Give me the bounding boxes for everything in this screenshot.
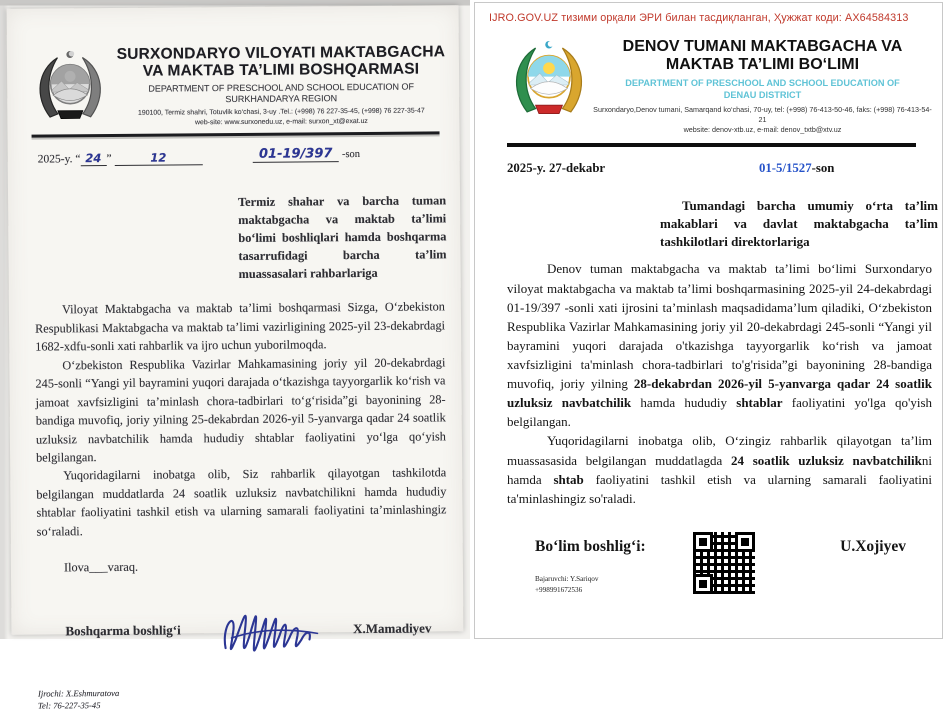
- date-quote-close: ”: [106, 153, 112, 166]
- executor-name: Bajaruvchi: Y.Sariqov: [535, 574, 599, 583]
- attachment-line: Ilova___varaq.: [63, 559, 139, 575]
- addressee-block: Termiz shahar va barcha tuman maktabgacha va maktab ta’limi bo‘limi boshliqlari hamda boshqarma tasarrufidagi barcha ta’lim muassasalari rahbarlariga: [238, 193, 447, 281]
- handwritten-month: 12: [114, 151, 202, 167]
- handwritten-day: 24: [80, 151, 106, 166]
- doc-number-link[interactable]: 01-5/1527: [759, 160, 812, 175]
- date-and-number-row: [37, 146, 430, 176]
- letter-body: [507, 259, 932, 507]
- org-title-line2: MAKTAB TA’LIMI BO‘LIMI: [665, 56, 860, 74]
- org-subtitle-line1: DEPARTMENT OF PRESCHOOL AND SCHOOL EDUCATION OF: [625, 77, 900, 88]
- header-divider: [32, 131, 440, 138]
- paragraph: Viloyat Maktabgacha va maktab ta’limi boshqarmasi Sizga, O‘zbekiston Respublikasi Maktabgacha va maktab ta’limi vazirligining 2025-yil 23-dekabrdagi 1682-xdfu-sonli xati rahbarlik va ijro uchun yuborilmoqda.: [35, 299, 446, 354]
- son-suffix: -son: [811, 160, 835, 175]
- org-address: 190100, Termiz shahri, Totuvlik ko‘chasi, 3-uy .Tel.: (+998) 76 227-35-45, (+998) 76 227-35-47: [138, 107, 425, 117]
- signer-name: X.Mamadiyev: [353, 620, 432, 637]
- org-title-line1: SURXONDARYO VILOYATI MAKTABGACHA: [116, 43, 446, 63]
- paragraph: O‘zbekiston Respublika Vazirlar Mahkamasining joriy yil 20-dekabrdagi 245-sonli “Yangi yil bayramini yuqori darajada o‘tkazishga tayyorgarlik ko‘rish va jamoat xavfsizligini ta’minlash chora-tadbirlari to‘g‘risida”gi bayonining 28-bandiga muvofiq, joriy yilning 25-dekabrdan 2026-yil 5-yanvarga qadar 24 soatlik uzluksiz navbatchilik hamda hududiy shtablar faoliyatini yo‘lga qo‘yish belgilangan.: [35, 355, 446, 465]
- scanned-letter-page: [7, 5, 464, 711]
- letter-header: [7, 5, 460, 128]
- executor-name: Ijrochi: X.Eshmuratova: [37, 688, 120, 699]
- qr-finder-pattern: [693, 574, 713, 594]
- signer-name: U.Xojiyev: [840, 537, 906, 555]
- paragraph: Denov tuman maktabgacha va maktab ta’limi bo‘limi Surxondaryo viloyat maktabgacha va maktab ta’limi boshqarmasining 2025-yil 24-dekabrdagi 01-19/397 -sonli xati ijrosini ta’minlash maqsadidama’lum qiladiki, O‘zbekiston Respublika Vazirlar Mahkamasining joriy yil 20-dekabrdagi 245-sonli “Yangi yil bayramini yuqori darajada o'tkazishga tayyorgarlik ko‘rish va jamoat xavfsizligini ta'minlash chora-tadbirlari to'g'risida”gi bayonining 28-bandiga muvofiq, joriy yilning 28-dekabrdan 2026-yil 5-yanvarga qadar 24 soatlik uzluksiz navbatchilik hamda hududiy shtablar faoliyatini yo'lga qo'yish belgilangan.: [507, 261, 933, 430]
- letter-header: [475, 24, 942, 135]
- paragraph: Yuqoridagilarni inobatga olib, Siz rahbarlik qilayotgan tashkilotda belgilangan muddatlarda 24 soatlik uzluksiz navbatchilikni hamda hududiy shtablar faoliyatini tashkil etish va ularning samarali faoliyatini ta’minlashingiz so‘raladi.: [36, 465, 447, 539]
- executor-phone: Tel: 76-227-35-45: [37, 700, 101, 711]
- qr-finder-pattern: [693, 532, 713, 552]
- org-address: Surxondaryo,Denov tumani, Samarqand ko‘chasi, 70-uy, tel: (+998) 76-413-50-46, faks: (+998) 76-413-54-21: [593, 104, 932, 124]
- qr-finder-pattern: [735, 532, 755, 552]
- org-title-line2: VA MAKTAB TA’LIMI BOSHQARMASI: [142, 60, 420, 81]
- qr-code: [693, 532, 755, 594]
- date-and-number-row: [507, 161, 916, 183]
- signer-title: Boshqarma boshlig‘i: [65, 622, 181, 639]
- executor-block: [38, 685, 448, 712]
- handwritten-signature-icon: [217, 595, 328, 671]
- org-subtitle-line2: SURKHANDARYA REGION: [225, 93, 338, 105]
- scanned-letter-region: [0, 0, 470, 711]
- org-subtitle-line2: DENAU DISTRICT: [723, 89, 802, 100]
- uzbekistan-emblem-icon: [31, 48, 110, 127]
- handwritten-doc-number: 01-19/397: [253, 147, 339, 164]
- letter-date: 2025-y. 27-dekabr: [507, 160, 606, 175]
- org-website-email: web-site: www.surxonedu.uz, e-mail: surxon_xt@exat.uz: [194, 117, 368, 126]
- letter-body: [35, 298, 447, 541]
- eri-verification-line: IJRO.GOV.UZ тизими орқали ЭРИ билан тасдиқланган, Ҳужжат коди: AX64584313: [489, 12, 909, 24]
- executor-phone: +998991672536: [535, 585, 583, 594]
- paragraph: Yuqoridagilarni inobatga olib, O‘zingiz rahbarlik qilayotgan ta’lim muassasasida belgilangan muddatlagda 24 soatlik uzluksiz navbatchilikni hamda shtab faoliyatini tashkil etish va ularning samarali faoliyatini ta'minlashingiz so'raladi.: [507, 433, 932, 506]
- son-suffix: -son: [341, 149, 361, 161]
- date-prefix: 2025-y. “: [37, 153, 81, 166]
- addressee-block: Tumandagi barcha umumiy o‘rta ta’lim makablari va davlat maktabgacha ta’lim tashkilotlari direktorlariga: [660, 197, 938, 250]
- org-title-line1: DENOV TUMANI MAKTABGACHA VA: [622, 38, 903, 55]
- signature-row: [507, 530, 932, 604]
- executor-block: [535, 574, 598, 596]
- digital-letter-page: [474, 2, 943, 639]
- digital-letter-region: [470, 0, 945, 639]
- uzbekistan-emblem-icon: [507, 38, 591, 122]
- letterhead-text: [109, 43, 454, 128]
- signature-row: [37, 603, 448, 672]
- signer-title: Bo‘lim boshlig‘i:: [535, 537, 646, 555]
- header-divider: [507, 143, 916, 147]
- letterhead-text: [591, 38, 934, 135]
- org-website-email: website: denov-xtb.uz, e-mail: denov_txtb@xtv.uz: [683, 124, 842, 134]
- org-subtitle-line1: DEPARTMENT OF PRESCHOOL AND SCHOOL EDUCATION OF: [148, 81, 415, 94]
